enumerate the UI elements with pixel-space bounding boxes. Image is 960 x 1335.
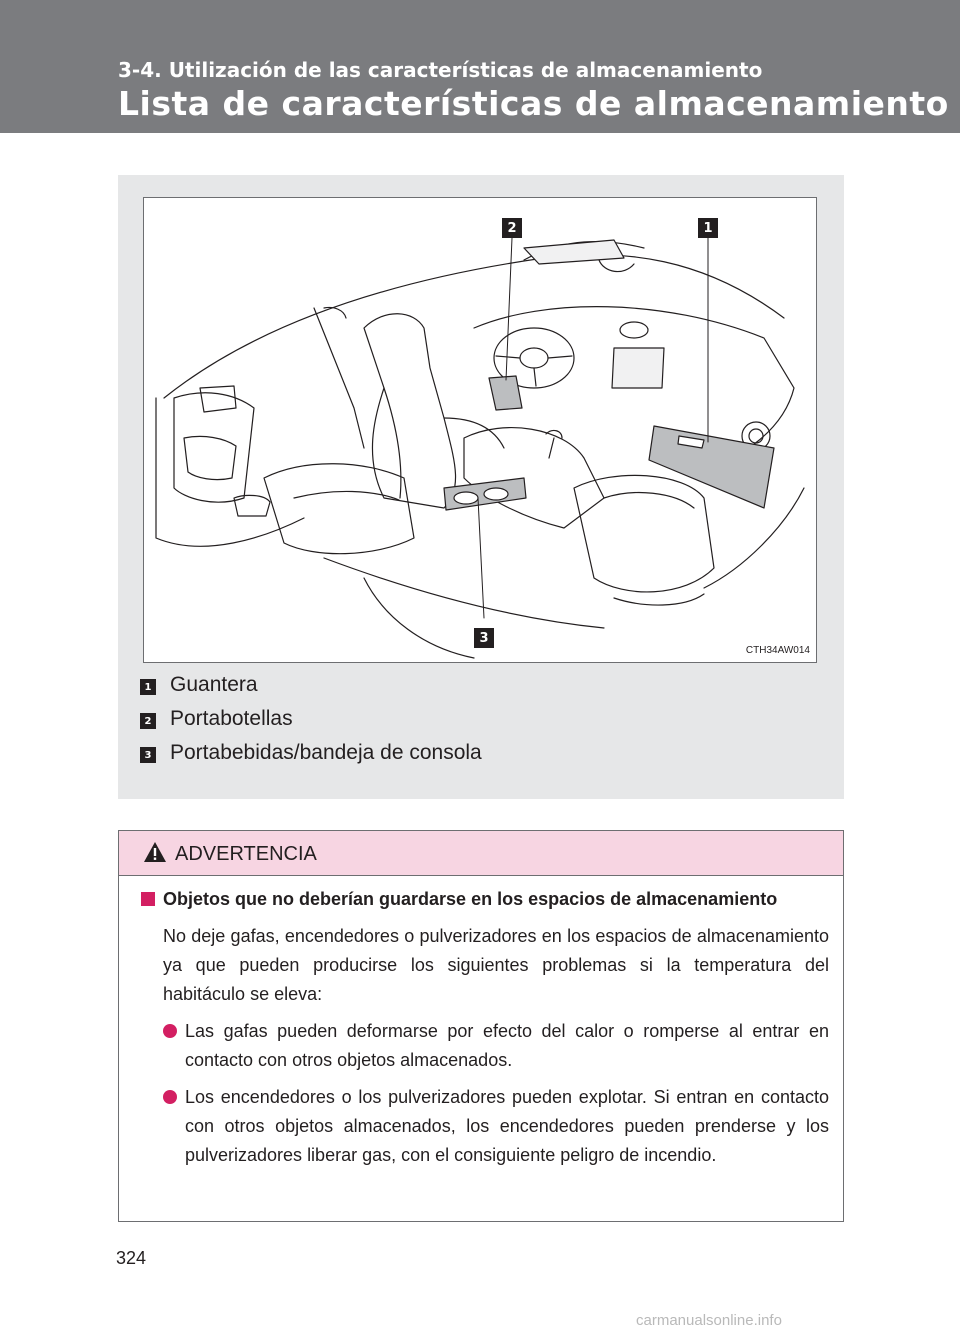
page-number: 324 [116, 1248, 147, 1268]
warning-heading [141, 885, 829, 914]
warning-title: ADVERTENCIA [175, 843, 317, 865]
watermark: carmanualsonline.info [636, 1312, 782, 1329]
page-title: Lista de características de almacenamiento [118, 84, 949, 123]
warning-heading-text: Objetos que no deberían guardarse en los espacios de almacenamiento [163, 889, 778, 909]
car-interior-illustration [143, 197, 817, 663]
warning-icon [143, 841, 167, 863]
legend-label: Portabebidas/bandeja de consola [170, 741, 482, 764]
figure-code: CTH34AW014 [745, 645, 810, 656]
section-title: 3-4. Utilización de las características de almacenamiento [118, 58, 763, 82]
marker-3: 3 [474, 628, 494, 648]
warning-bullet [141, 1083, 829, 1170]
warning-content [141, 885, 829, 1170]
square-bullet-icon [141, 892, 155, 906]
legend-number: 1 [140, 679, 156, 695]
marker-2: 2 [502, 218, 522, 238]
legend-label: Guantera [170, 673, 258, 696]
warning-box [118, 830, 844, 1222]
circle-bullet-icon [163, 1090, 177, 1104]
circle-bullet-icon [163, 1024, 177, 1038]
warning-bullet-text: Los encendedores o los pulverizadores pueden explotar. Si entran en contacto con otros objetos almacenados, los encendedores pueden prenderse y los pulverizadores liberar gas, con el consiguiente peligro de incendio. [185, 1087, 829, 1165]
legend-label: Portabotellas [170, 707, 293, 730]
legend-number: 2 [140, 713, 156, 729]
page-header [0, 0, 960, 133]
legend-number: 3 [140, 747, 156, 763]
figure-box [118, 175, 844, 799]
marker-1: 1 [698, 218, 718, 238]
warning-body: No deje gafas, encendedores o pulverizadores en los espacios de almacenamiento ya que pueden producirse los siguientes problemas si la temperatura del habitáculo se eleva: [163, 926, 829, 1004]
warning-header [119, 831, 843, 876]
warning-bullet [141, 1017, 829, 1075]
car-interior-drawing [144, 198, 818, 664]
warning-bullet-text: Las gafas pueden deformarse por efecto del calor o romperse al entrar en contacto con otros objetos almacenados. [185, 1021, 829, 1070]
